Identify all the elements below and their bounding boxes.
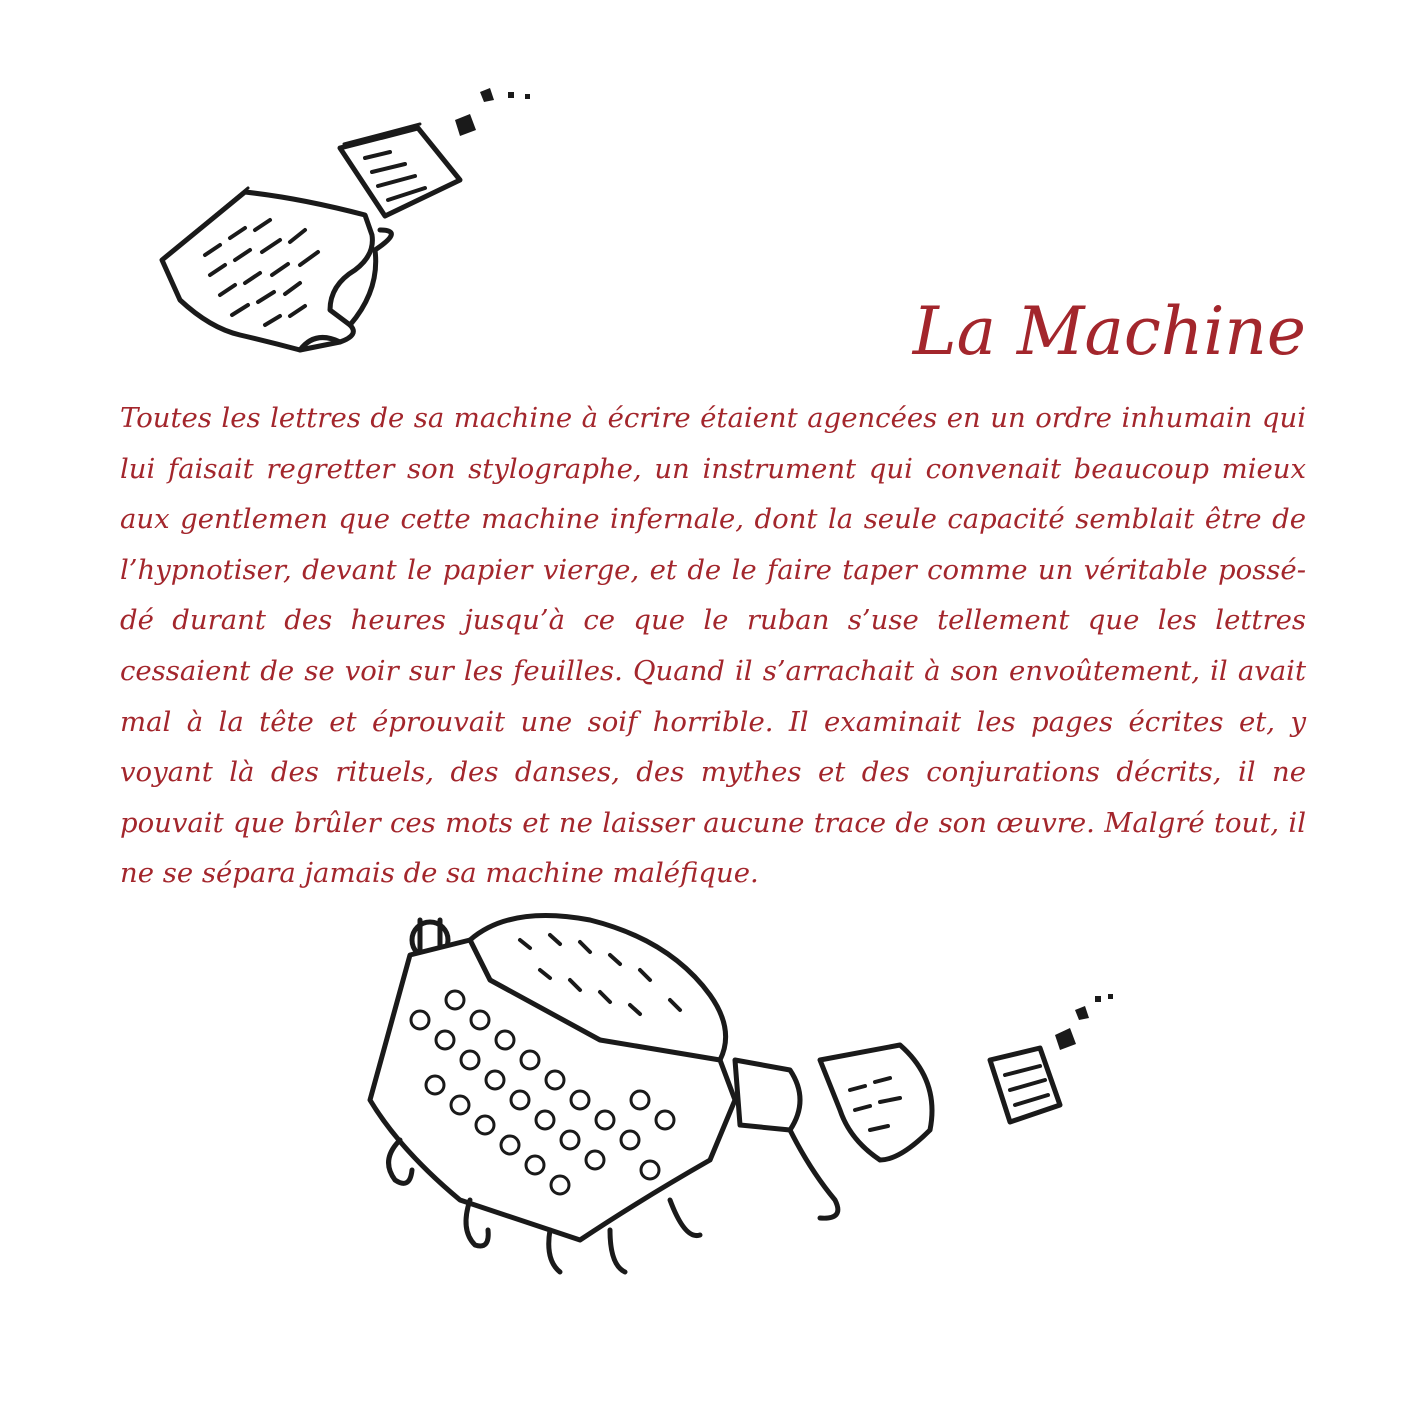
typewriter-icon	[340, 900, 1120, 1300]
story-paragraph: Toutes les lettres de sa machine à écrire étaient agencées en un ordre inhumain qui lui faisait regretter son stylographe, un instrument qui convenait beaucoup mieux aux gentlemen que cette machine infernale, dont la seule capacité semblait être de l’hypnotiser, devant le papier vierge, et de le faire taper comme un véritable possédé durant des heures jusqu’à ce que le ruban s’use tellement que les lettres cessaient de se voir sur les feuilles. Quand il s’arrachait à son envoûtement, il avait mal à la tête et éprouvait une soif horrible. Il examinait les pages écrites et, y voyant là des rituels, des danses, des mythes et des conjurations décrits, il ne pouvait que brûler ces mots et ne laisser aucune trace de son œuvre. Malgré tout, il ne se sépara jamais de sa machine maléfique.	[120, 402, 1306, 890]
flying-pages-icon	[150, 80, 550, 370]
page-title: La Machine	[912, 293, 1306, 370]
